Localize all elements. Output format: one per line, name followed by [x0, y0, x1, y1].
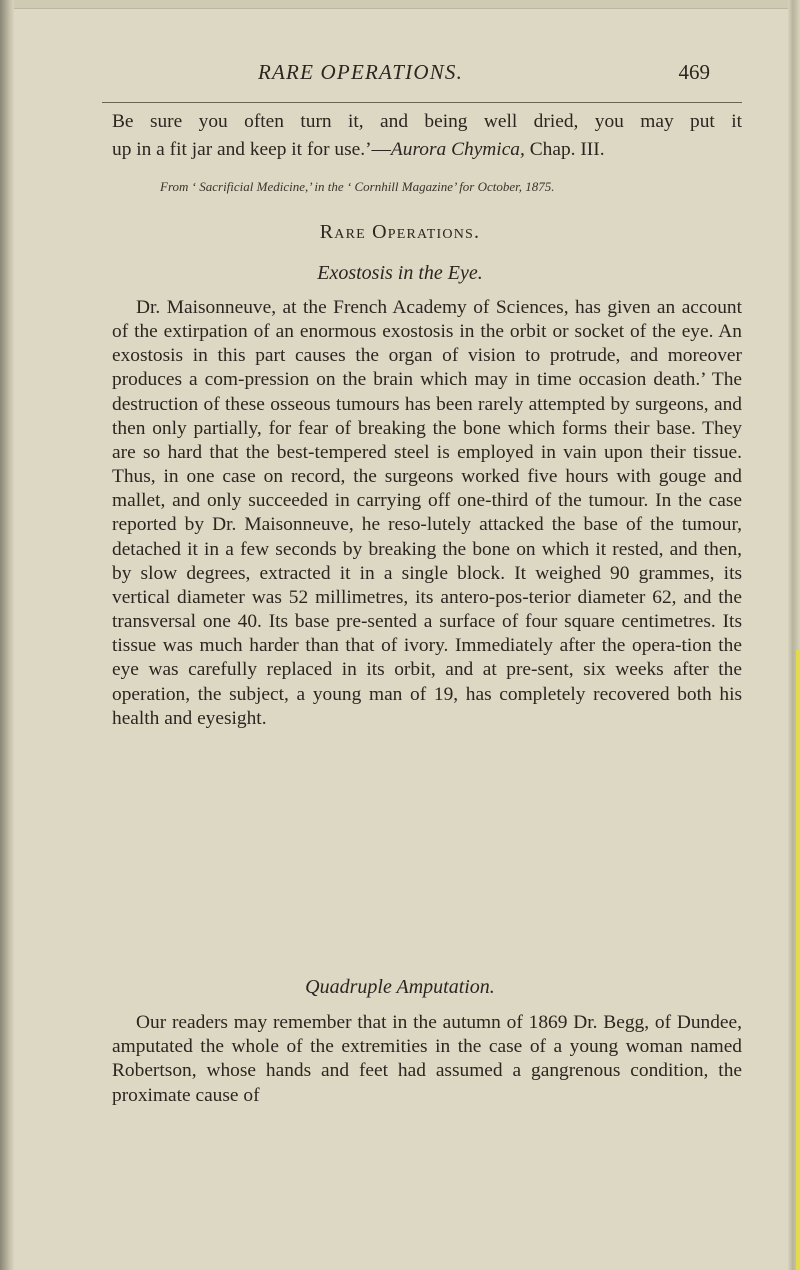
amputation-paragraph: Our readers may remember that in the autumn of 1869 Dr. Begg, of Dundee, amputated the whole of the extremities in the case of a young woman named Robertson, whose hands and feet had assumed a gangrenous condition, the proximate cause of: [112, 1012, 742, 1106]
quote-tail-chapter: Chap. III.: [524, 139, 605, 160]
book-spine-shadow: [0, 0, 14, 1270]
section-title: Rare Operations.: [319, 221, 481, 243]
page-number: 469: [678, 60, 710, 84]
book-page: [40, 56, 750, 1106]
paper-edge-sliver: [796, 650, 800, 1270]
source-attribution: From ‘ Sacrificial Medicine,’ in the ‘ Cornhill Magazine’ for October, 1875.: [160, 179, 555, 194]
quote-tail-book-title: Aurora Chymica,: [390, 139, 525, 160]
running-head: [40, 56, 750, 90]
header-rule: [102, 102, 742, 103]
quote-tail-line-1: [112, 110, 742, 134]
exostosis-subtitle: Exostosis in the Eye.: [317, 262, 483, 284]
quote-tail-line-2: [112, 138, 742, 162]
exostosis-paragraph: Dr. Maisonneuve, at the French Academy of Sciences, has given an account of the extirpation of an enormous exostosis in the orbit or socket of the eye. An exostosis in this part causes the organ of vision to protrude, and moreover produces a com-pression on the brain which may in time occasion death.’ The destruction of these osseous tumours has been rarely attempted by surgeons, and then only partially, for fear of breaking the bone which forms their base. They are so hard that the best-tempered steel is employed in vain upon their tissue. Thus, in one case on record, the surgeons worked five hours with gouge and mallet, and only succeeded in carrying off one-third of the tumour. In the case reported by Dr. Maisonneuve, he reso-lutely attacked the base of the tumour, detached it in a few seconds by breaking the bone on which it rested, and then, by slow degrees, extracted it in a single block. It weighed 90 grammes, its vertical diameter was 52 millimetres, its antero-pos-terior diameter 62, and the transversal one 40. Its base pre-sented a surface of four square centimetres. Its tissue was much harder than that of ivory. Immediately after the opera-tion the eye was carefully replaced in its orbit, and at pre-sent, six weeks after the operation, the subject, a young man of 19, has completely recovered both his health and eyesight.: [112, 297, 742, 729]
running-head-title: RARE OPERATIONS.: [258, 60, 464, 84]
quote-tail-text-2: up in a fit jar and keep it for use.’—: [112, 139, 391, 160]
scan-top-edge: [0, 0, 800, 9]
quote-tail-text-1: Be sure you often turn it, and being well dried, you may put it: [112, 111, 742, 132]
amputation-subtitle: Quadruple Amputation.: [305, 976, 495, 998]
page-edge-right: [788, 0, 800, 1270]
